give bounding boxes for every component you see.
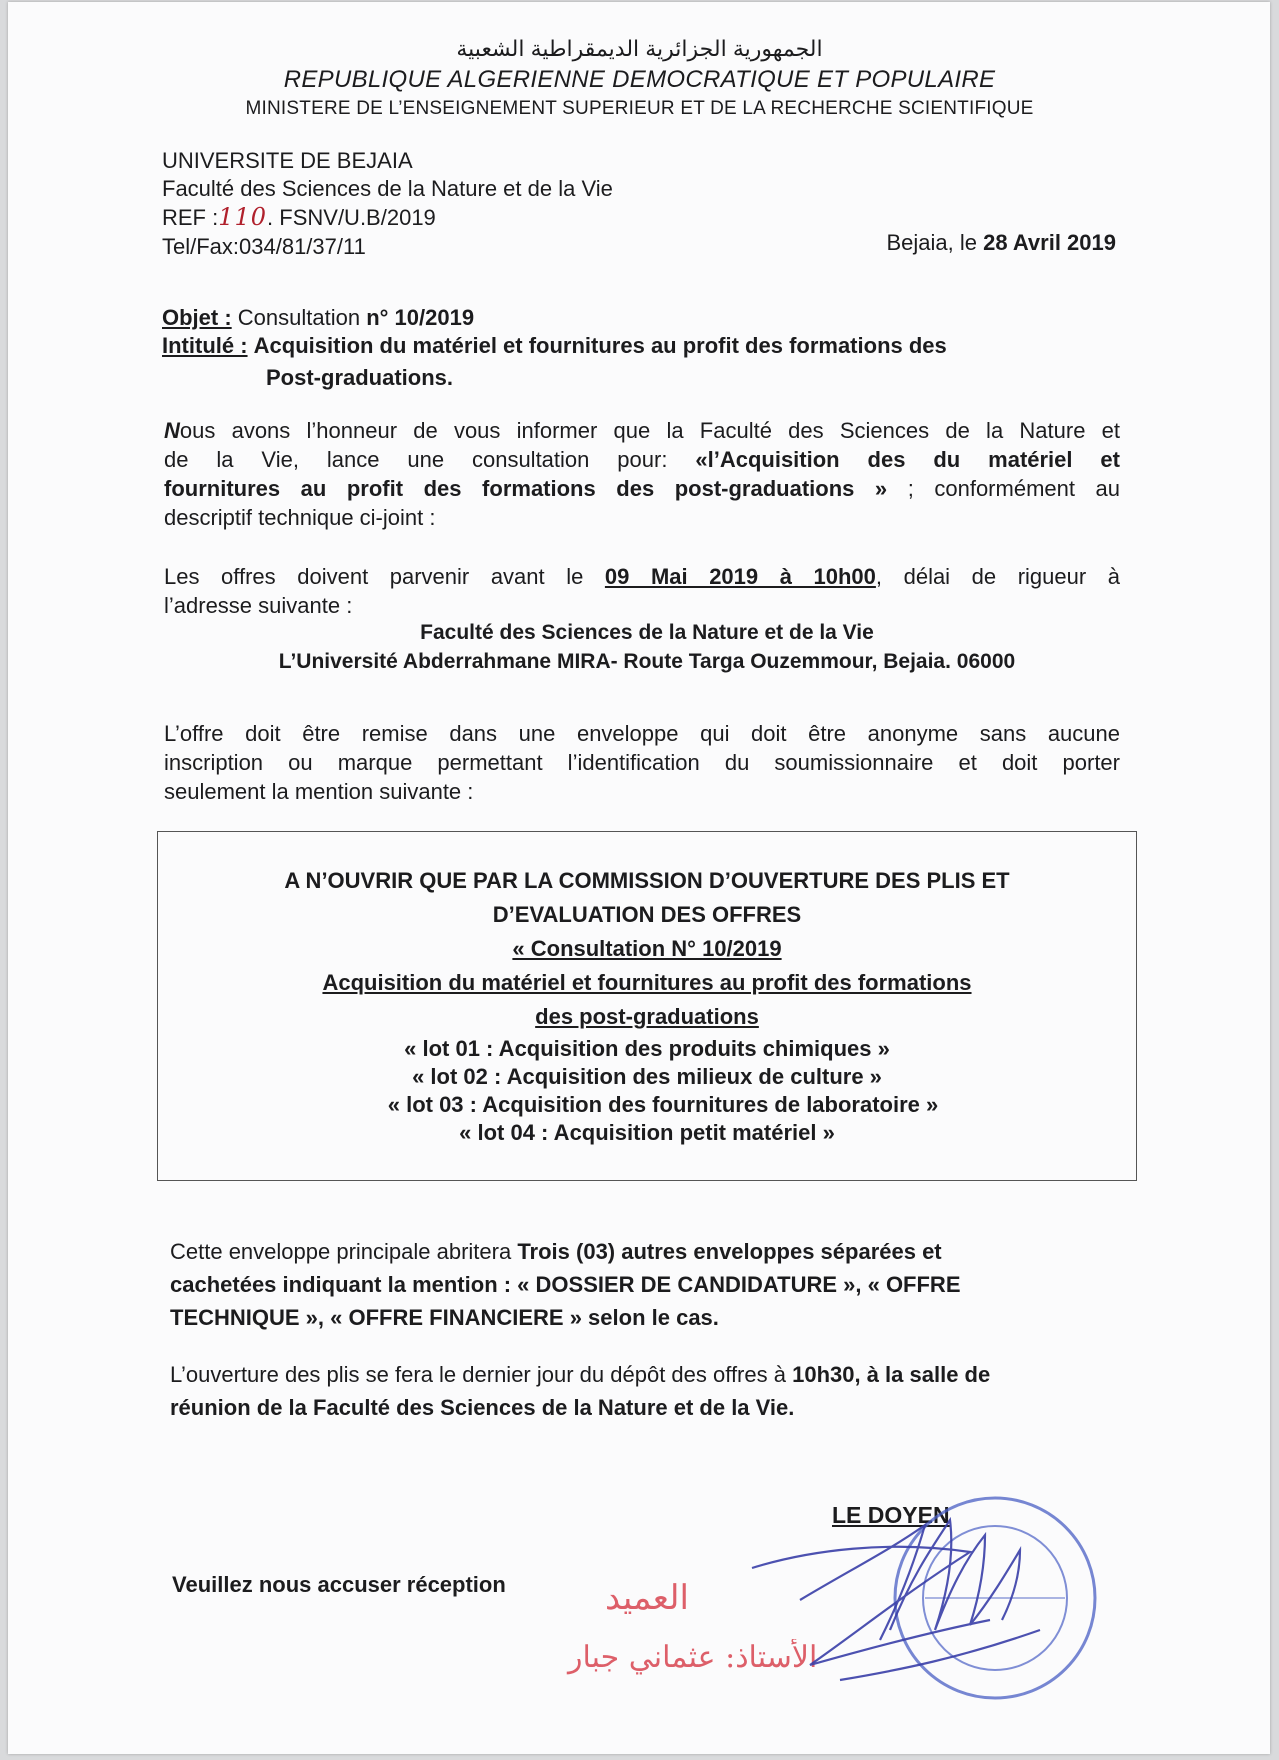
- objet-line: [162, 305, 474, 331]
- reference: [162, 203, 436, 231]
- deadline-date: 09 Mai 2019 à 10h00: [604, 564, 876, 589]
- red-stamp-name: الأستاذ: عثماني جبار: [568, 1640, 818, 1675]
- ministry-header: MINISTERE DE L’ENSEIGNEMENT SUPERIEUR ET DE LA RECHERCHE SCIENTIFIQUE: [245, 98, 1034, 119]
- intro-line3: fournitures au profit des formations des post-graduations » ; conformément au: [164, 476, 1120, 501]
- address-line2: L’Université Abderrahmane MIRA- Route Targa Ouzemmour, Bejaia. 06000: [278, 650, 1016, 673]
- box-title2: des post-graduations: [535, 1004, 759, 1029]
- intro-paragraph: [164, 416, 1120, 532]
- closing-line: Veuillez nous accuser réception: [172, 1572, 506, 1597]
- lot-02: « lot 02 : Acquisition des milieux de culture »: [412, 1064, 882, 1089]
- objet-text: Consultation: [231, 305, 367, 330]
- envelope-paragraph: L’offre doit être remise dans une enveloppe qui doit être anonyme sans aucune inscription ou marque permettant l’identification du soumissionnaire et doit porter seulement la mention suivante :: [164, 721, 1120, 804]
- enclosures-paragraph: Cette enveloppe principale abritera Trois (03) autres enveloppes séparées et cachetées indiquant la mention : « DOSSIER DE CANDIDATURE », « OFFRE TECHNIQUE », « OFFRE FINANCIERE » selon le cas.: [170, 1239, 961, 1330]
- ref-suffix: . FSNV/U.B/2019: [267, 205, 436, 230]
- date-prefix: Bejaia, le: [886, 230, 984, 255]
- republic-header: REPUBLIQUE ALGERIENNE DEMOCRATIQUE ET POPULAIRE: [283, 66, 996, 93]
- lot-01: « lot 01 : Acquisition des produits chimiques »: [404, 1036, 890, 1061]
- drop-cap: N: [164, 418, 180, 443]
- tel-fax: Tel/Fax:034/81/37/11: [162, 234, 366, 259]
- university-name: UNIVERSITE DE BEJAIA: [162, 148, 413, 173]
- opening-paragraph: L’ouverture des plis se fera le dernier jour du dépôt des offres à 10h30, à la salle de réunion de la Faculté des Sciences de la Nature et de la Vie.: [170, 1362, 991, 1420]
- faculty-name: Faculté des Sciences de la Nature et de la Vie: [162, 176, 613, 201]
- signatory-title: LE DOYEN: [832, 1502, 950, 1528]
- official-stamp-and-signature: [740, 1480, 1120, 1720]
- objet-label: Objet :: [162, 305, 232, 330]
- intitule-label: Intitulé :: [162, 333, 248, 358]
- date-value: 28 Avril 2019: [983, 230, 1116, 255]
- deadline-paragraph: [164, 562, 1120, 620]
- box-consultation: « Consultation N° 10/2019: [512, 936, 782, 961]
- box-line2: D’EVALUATION DES OFFRES: [492, 902, 802, 927]
- intro-line2: de la Vie, lance une consultation pour: «l’Acquisition des du matériel et: [164, 447, 1120, 472]
- intitule-line2: Post-graduations.: [266, 365, 454, 390]
- deadline-line2: l’adresse suivante :: [164, 593, 353, 618]
- intro-line4: descriptif technique ci-joint :: [164, 505, 436, 530]
- objet-number: n° 10/2019: [366, 305, 475, 330]
- ref-handwritten-number: 110: [218, 203, 268, 231]
- lot-03: « lot 03 : Acquisition des fournitures de laboratoire »: [387, 1092, 939, 1117]
- arabic-header: الجمهورية الجزائرية الديمقراطية الشعبية: [456, 36, 823, 61]
- intro-line1: Nous avons l’honneur de vous informer que la Faculté des Sciences de la Nature et: [164, 418, 1120, 443]
- letter-date: [820, 230, 1116, 256]
- box-title: Acquisition du matériel et fournitures au profit des formations: [322, 970, 972, 995]
- box-line1: A N’OUVRIR QUE PAR LA COMMISSION D’OUVERTURE DES PLIS ET: [284, 868, 1010, 893]
- deadline-line1: Les offres doivent parvenir avant le 09 Mai 2019 à 10h00, délai de rigueur à: [164, 564, 1120, 589]
- intitule-line1: Acquisition du matériel et fournitures au profit des formations des: [253, 333, 947, 358]
- address-line1: Faculté des Sciences de la Nature et de la Vie: [420, 621, 874, 644]
- red-stamp-title: العميد: [605, 1578, 689, 1618]
- intitule-line: [162, 333, 947, 359]
- lot-04: « lot 04 : Acquisition petit matériel »: [459, 1120, 835, 1145]
- ref-prefix: REF :: [162, 205, 219, 230]
